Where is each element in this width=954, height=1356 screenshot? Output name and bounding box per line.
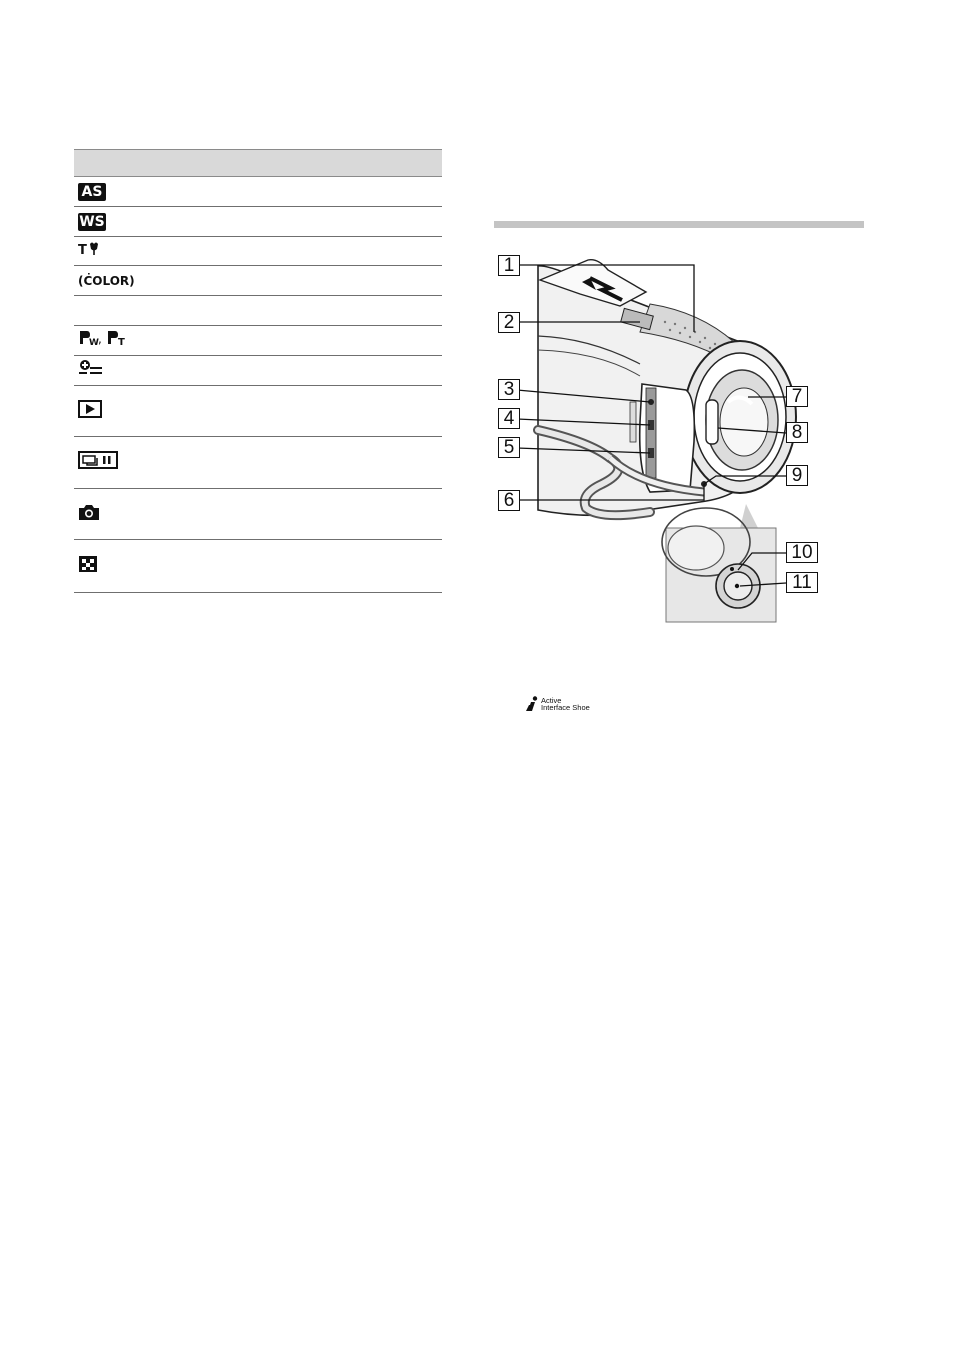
callout-5: 5	[498, 437, 520, 458]
slideshow-pause-icon	[78, 451, 118, 474]
callout-6: 6	[498, 490, 520, 511]
table-header	[74, 149, 442, 177]
section-header-rule	[494, 221, 864, 228]
table-row	[74, 356, 442, 386]
play-icon	[78, 400, 102, 423]
logo-line-1: Active	[541, 695, 562, 705]
svg-text:T: T	[78, 242, 87, 257]
table-row	[74, 540, 442, 593]
callout-3: 3	[498, 379, 520, 400]
table-row	[74, 489, 442, 540]
active-interface-shoe-logo	[526, 696, 590, 712]
face-detection-icon	[78, 359, 104, 382]
callout-8: 8	[786, 422, 808, 443]
table-row	[74, 266, 442, 296]
table-row	[74, 437, 442, 489]
logo-line-2: Interface Shoe	[541, 703, 590, 712]
callout-4: 4	[498, 408, 520, 429]
color-slow-shutter-icon: (ĊOLOR)	[78, 273, 135, 288]
table-row	[74, 177, 442, 207]
wide-select-icon: WS	[79, 213, 105, 230]
callout-7: 7	[786, 386, 808, 407]
tele-macro-icon	[78, 241, 102, 262]
callout-2: 2	[498, 312, 520, 333]
svg-text:W: W	[89, 338, 99, 347]
svg-text:,: ,	[98, 332, 102, 346]
table-row	[74, 386, 442, 437]
callout-11: 11	[786, 572, 818, 593]
auto-slow-shutter-icon: AS	[78, 183, 106, 201]
table-row	[74, 326, 442, 356]
table-row	[74, 296, 442, 326]
camcorder-parts-figure	[490, 252, 840, 632]
zebra-fader-icons	[78, 329, 132, 352]
camera-icon	[78, 503, 100, 526]
callout-10: 10	[786, 542, 818, 563]
table-row	[74, 237, 442, 266]
ais-logo-icon	[526, 696, 538, 712]
table-row	[74, 207, 442, 237]
callout-9: 9	[786, 465, 808, 486]
icon-table	[74, 149, 442, 593]
svg-text:T: T	[118, 337, 125, 347]
checker-grid-icon	[78, 555, 98, 578]
callout-1: 1	[498, 255, 520, 276]
